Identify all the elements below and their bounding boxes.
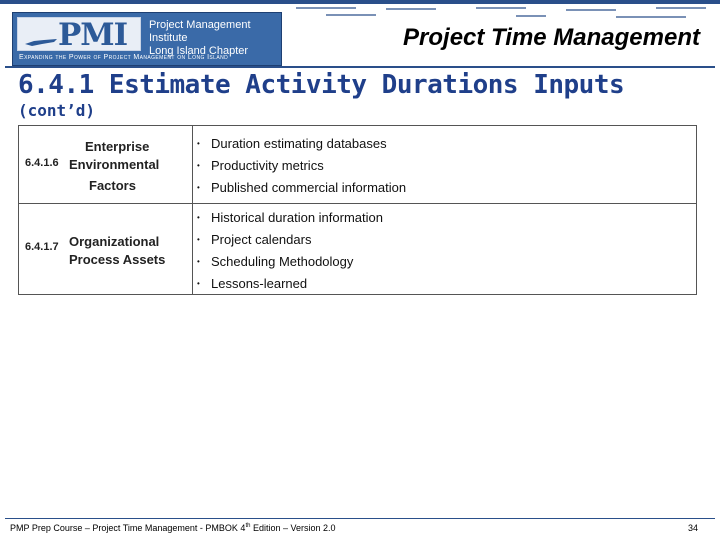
pmi-logo-text: PMI [58,17,128,53]
header-title: Project Time Management [403,24,700,51]
bullet-icon: • [197,257,200,266]
list-item-text: Published commercial information [211,180,407,195]
row-label-line: Factors [89,178,136,193]
header-decorative-lines [286,6,716,26]
slide-header [0,0,720,68]
row-label-line: Organizational [69,234,160,249]
list-item-text: Project calendars [211,232,312,247]
footer-text-main: PMP Prep Course – Project Time Management - PMBOK 4 [10,523,246,533]
bullet-list [197,207,383,295]
footer-rule [5,518,715,519]
column-divider [192,126,193,294]
logo-tagline: Expanding the Power of Project Management on Long Island [19,54,229,61]
list-item [197,177,406,199]
bullet-icon: • [197,161,200,170]
pmi-logo-mark [17,17,141,51]
row-number: 6.4.1.7 [25,241,59,253]
row-label-line: Enterprise [85,139,150,154]
list-item [197,155,406,177]
logo-org-line2: Long Island Chapter [149,45,249,57]
row-number: 6.4.1.6 [25,157,59,169]
bullet-icon: • [197,213,200,222]
list-item-text: Lessons-learned [211,276,308,291]
list-item-text: Productivity metrics [211,158,324,173]
footer-text-edition: Edition – Version 2.0 [250,523,336,533]
footer-superscript: th [245,523,251,529]
list-item [197,251,383,273]
list-item [197,207,383,229]
page-number: 34 [687,523,698,533]
header-rule [5,66,715,68]
logo-org-line1: Project Management Institute [149,19,251,44]
inputs-table [18,125,697,295]
list-item [197,229,383,251]
bullet-icon: • [197,183,200,192]
list-item [197,273,383,295]
slide-subtitle: (cont’d) [18,101,96,120]
long-island-map-icon [24,38,58,48]
logo-org-name [149,19,281,58]
row-label-line: Environmental [69,157,160,172]
bullet-icon: • [197,139,200,148]
bullet-list [197,133,406,199]
bullet-icon: • [197,235,200,244]
list-item [197,133,406,155]
list-item-text: Historical duration information [211,210,383,225]
header-top-line [0,0,720,4]
row-label-line: Process Assets [69,252,166,267]
slide-title: 6.4.1 Estimate Activity Durations Inputs [18,70,625,100]
list-item-text: Duration estimating databases [211,136,387,151]
bullet-icon: • [197,279,200,288]
row-label [69,233,165,269]
footer-text [10,523,336,533]
row-label [69,138,159,195]
row-divider [19,203,696,204]
list-item-text: Scheduling Methodology [211,254,354,269]
pmi-logo [12,12,282,66]
